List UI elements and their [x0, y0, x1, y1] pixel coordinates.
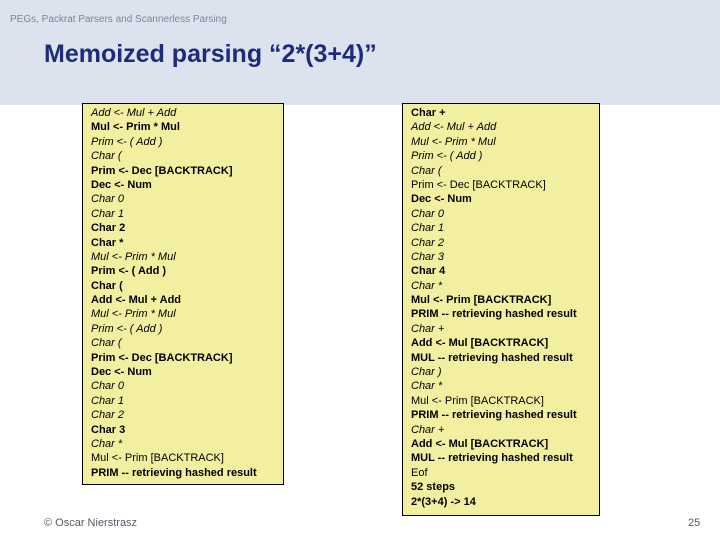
- trace-line: Char 1: [91, 394, 125, 407]
- trace-line: Prim <- Dec [BACKTRACK]: [91, 164, 233, 177]
- trace-line: Mul <- Prim [BACKTRACK]: [411, 294, 552, 307]
- trace-line: Add <- Mul + Add: [411, 121, 497, 134]
- trace-line: Dec <- Num: [91, 178, 152, 191]
- trace-line: MUL -- retrieving hashed result: [411, 351, 573, 364]
- trace-line: Mul <- Prim [BACKTRACK]: [411, 394, 544, 407]
- trace-line: Char 0: [91, 193, 125, 206]
- trace-line: Char (: [91, 279, 123, 292]
- trace-line: Char (: [91, 337, 122, 350]
- trace-line: Char *: [91, 236, 124, 249]
- trace-line: PRIM -- retrieving hashed result: [411, 409, 577, 422]
- trace-line: Char (: [91, 150, 122, 163]
- trace-line: Char +: [411, 322, 445, 335]
- trace-line: Char *: [91, 437, 123, 450]
- trace-line: Add <- Mul [BACKTRACK]: [411, 437, 549, 450]
- deck-title: PEGs, Packrat Parsers and Scannerless Parsing: [10, 14, 227, 25]
- slide-title: Memoized parsing “2*(3+4)”: [44, 40, 377, 68]
- trace-line: Prim <- ( Add ): [91, 135, 163, 148]
- trace-line: PRIM -- retrieving hashed result: [91, 466, 257, 479]
- trace-line: Char 3: [91, 423, 126, 436]
- trace-line: Char +: [411, 107, 446, 119]
- trace-line: Char *: [411, 380, 443, 393]
- trace-line: Char 0: [411, 207, 445, 220]
- trace-line: Char 3: [411, 250, 445, 263]
- trace-line: Char ): [411, 366, 442, 379]
- trace-line: Char 1: [411, 222, 445, 235]
- trace-line: 2*(3+4) -> 14: [411, 495, 476, 508]
- slide-header: [0, 0, 720, 105]
- trace-box-right: [402, 103, 600, 516]
- trace-line: PRIM -- retrieving hashed result: [411, 308, 577, 321]
- trace-line: Add <- Mul + Add: [91, 107, 177, 119]
- trace-line: Dec <- Num: [411, 193, 472, 206]
- trace-line: Add <- Mul [BACKTRACK]: [411, 337, 549, 350]
- trace-line: Char +: [411, 423, 445, 436]
- trace-line: Char 2: [91, 409, 125, 422]
- trace-line: Mul <- Prim * Mul: [411, 135, 496, 148]
- trace-line: Prim <- ( Add ): [411, 150, 483, 163]
- trace-line: Char (: [411, 164, 442, 177]
- trace-line: Dec <- Num: [91, 366, 152, 379]
- trace-list-left: [91, 106, 257, 480]
- trace-line: Char 0: [91, 380, 125, 393]
- footer-author: © Oscar Nierstrasz: [44, 517, 138, 529]
- trace-list-right: [411, 106, 577, 509]
- trace-line: Char 4: [411, 265, 446, 278]
- trace-line: Mul <- Prim [BACKTRACK]: [91, 452, 224, 465]
- trace-box-left: [82, 103, 284, 485]
- trace-line: Eof: [411, 466, 428, 479]
- trace-line: Char 2: [91, 222, 126, 235]
- trace-line: Char 2: [411, 236, 445, 249]
- trace-line: Char *: [411, 279, 443, 292]
- trace-line: MUL -- retrieving hashed result: [411, 452, 573, 465]
- trace-line: Prim <- Dec [BACKTRACK]: [91, 351, 233, 364]
- trace-line: Prim <- ( Add ): [91, 322, 163, 335]
- trace-line: 52 steps: [411, 481, 456, 494]
- trace-line: Mul <- Prim * Mul: [91, 308, 176, 321]
- page-number: 25: [688, 517, 701, 529]
- trace-line: Prim <- Dec [BACKTRACK]: [411, 178, 546, 191]
- trace-line: Prim <- ( Add ): [91, 265, 167, 278]
- trace-line: Mul <- Prim * Mul: [91, 250, 176, 263]
- trace-line: Char 1: [91, 207, 125, 220]
- trace-line: Add <- Mul + Add: [91, 294, 182, 307]
- trace-line: Mul <- Prim * Mul: [91, 121, 180, 134]
